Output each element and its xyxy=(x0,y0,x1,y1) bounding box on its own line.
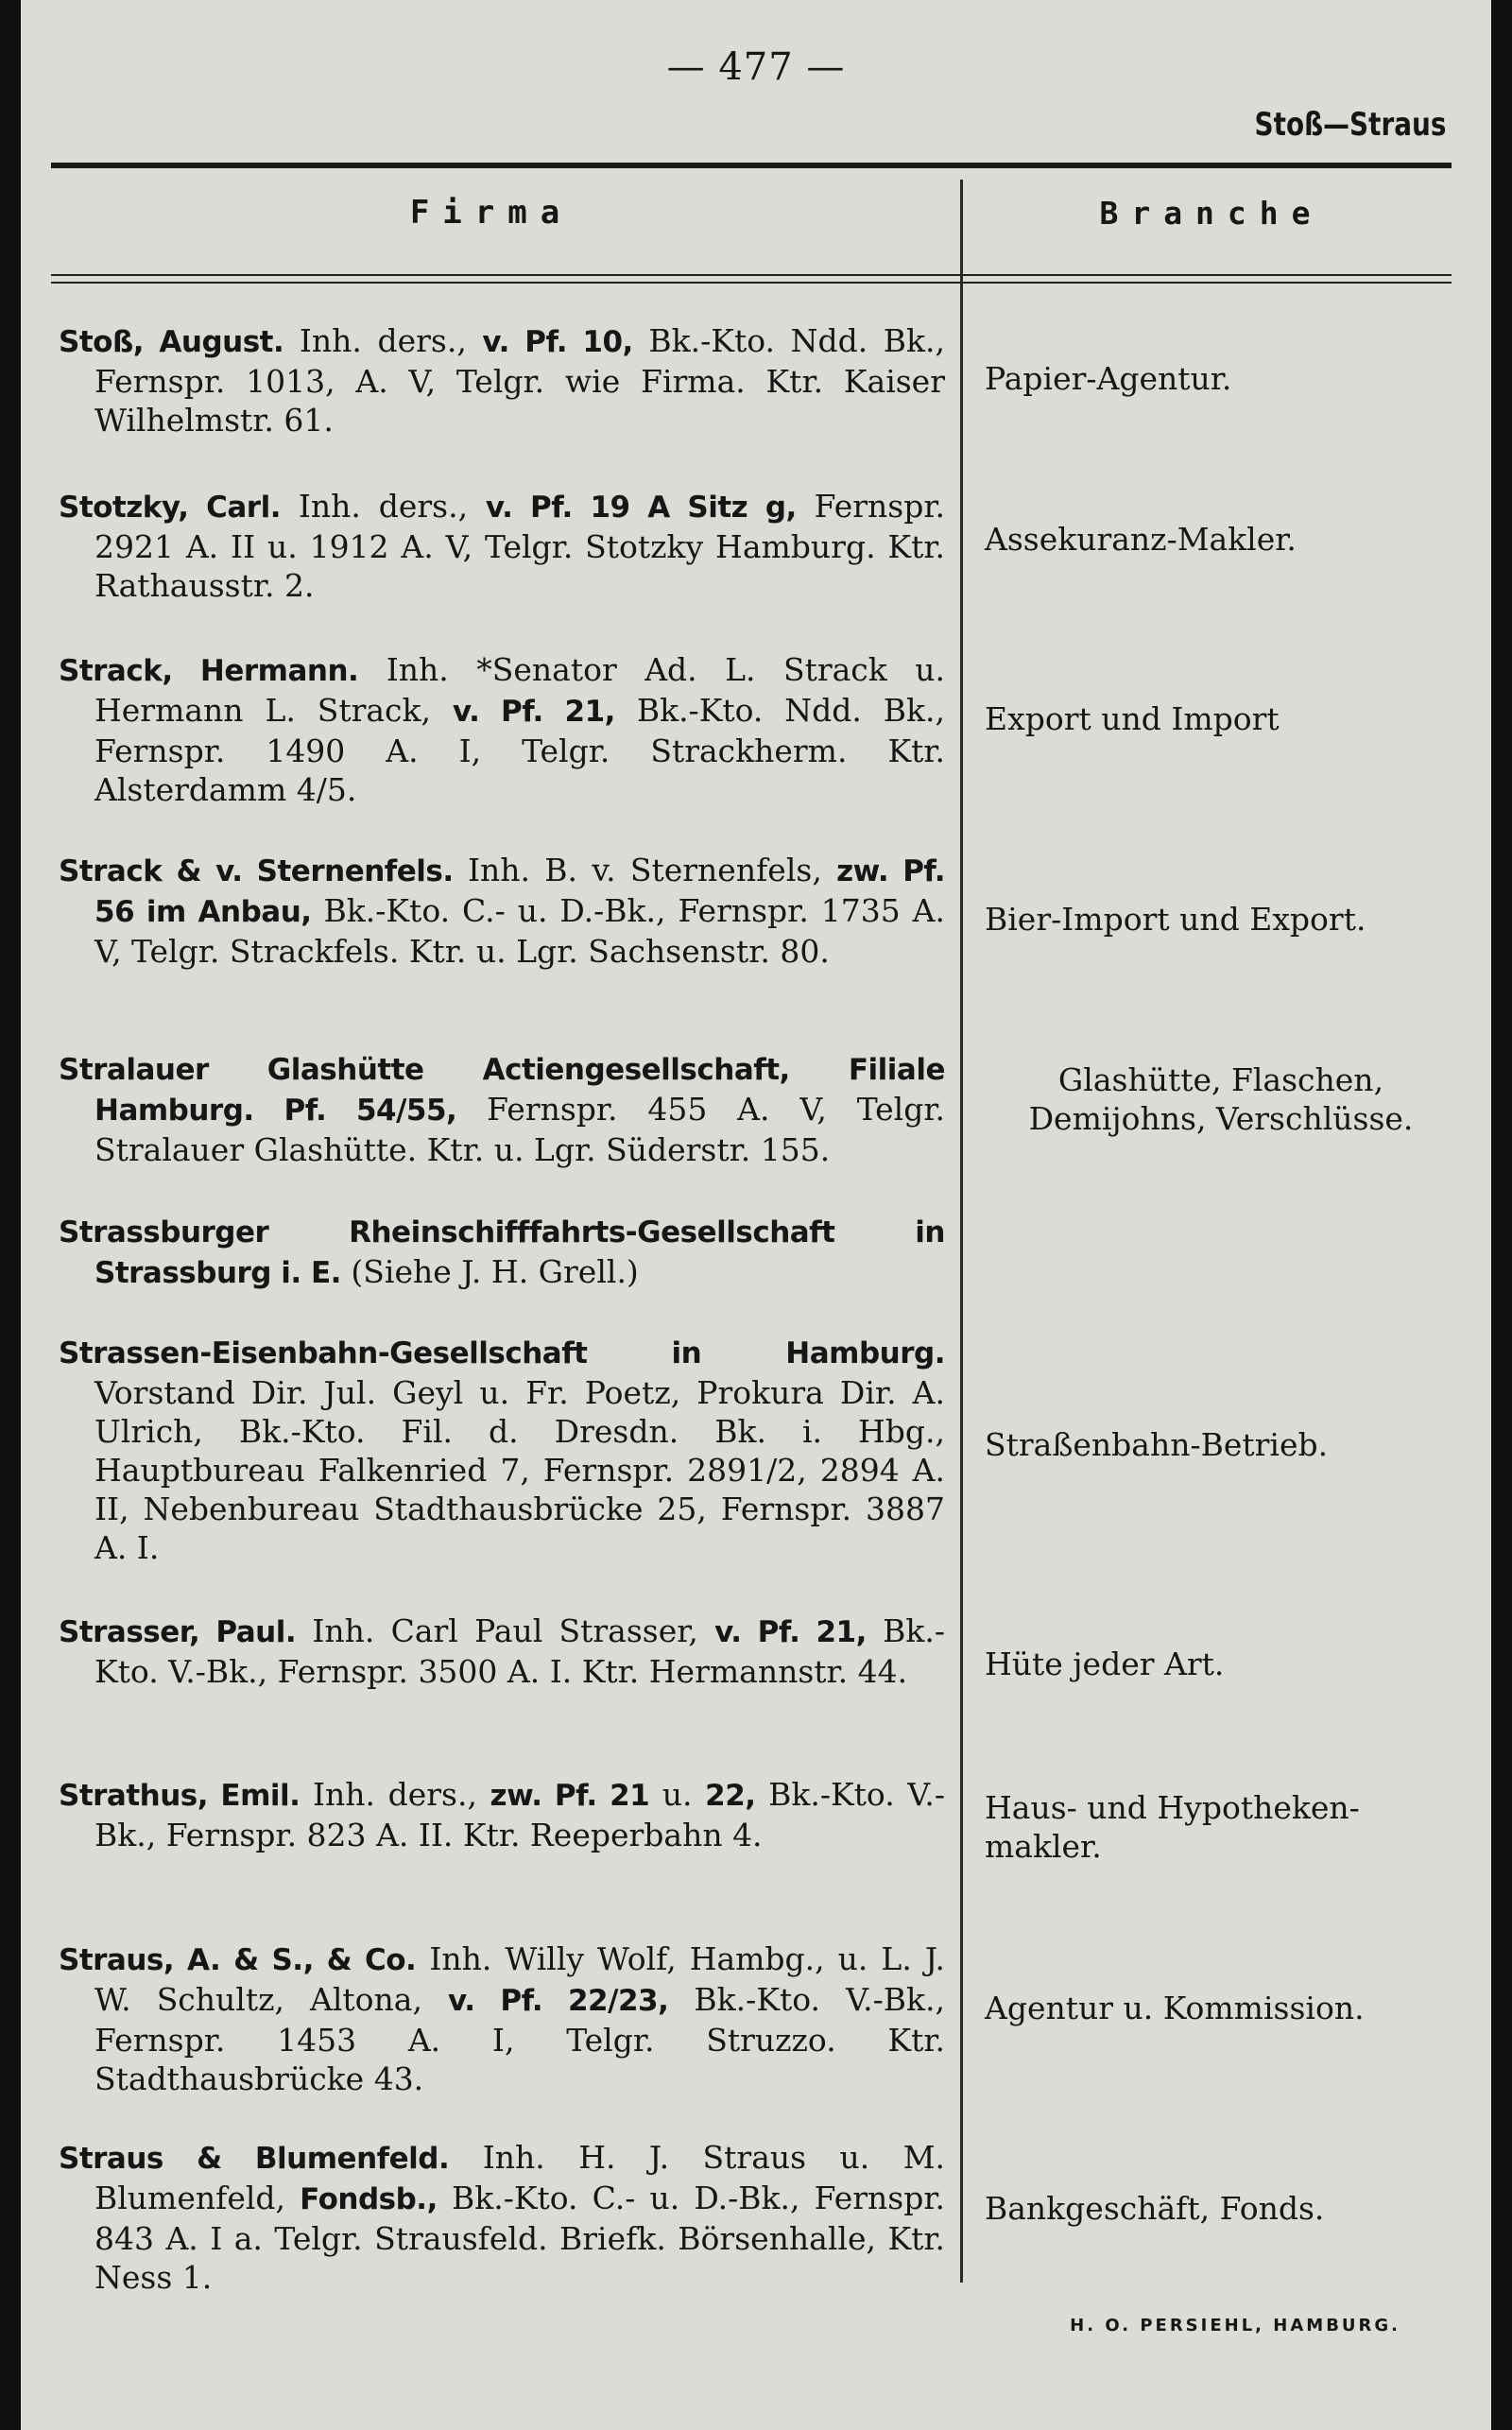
firm-name: Strasser, Paul. xyxy=(59,1615,297,1649)
firm-text: Strasser, Paul. Inh. Carl Paul Strasser, v. Pf. 21, Bk.-Kto. V.-Bk., Fernspr. 3500 A. I. Ktr. Hermannstr. 44. xyxy=(59,1612,945,1690)
directory-entry xyxy=(59,1939,945,2098)
firm-name: Straus & Blumenfeld. xyxy=(59,2142,450,2176)
branche-text: Glashütte, Flaschen, Demijohns, Verschlüsse. xyxy=(1028,1061,1414,1137)
directory-entry xyxy=(59,851,945,971)
directory-entry xyxy=(59,1049,945,1169)
directory-entry xyxy=(59,1775,945,1854)
directory-entry xyxy=(59,321,945,439)
directory-entry xyxy=(59,2138,945,2297)
page-number: — 477 — xyxy=(666,45,846,89)
printer-imprint: H. O. PERSIEHL, HAMBURG. xyxy=(1070,2316,1400,2335)
branche-text: Straßenbahn-Betrieb. xyxy=(985,1426,1329,1463)
branche-text: Export und Import xyxy=(985,700,1280,737)
directory-entry xyxy=(59,650,945,809)
firm-text: Stralauer Glashütte Actiengesellschaft, Filiale Hamburg. Pf. 54/55, Fernspr. 455 A. V, Telgr. Stralauer Glashütte. Ktr. u. Lgr. Süderstr. 155. xyxy=(59,1053,945,1168)
firm-text: Strack & v. Sternenfels. Inh. B. v. Sternenfels, zw. Pf. 56 im Anbau, Bk.-Kto. C.- u. D.-Bk., Fernspr. 1735 A. V, Telgr. Strackfels. Ktr. u. Lgr. Sachsenstr. 80. xyxy=(59,852,946,970)
firm-name: Strack & v. Sternenfels. xyxy=(59,854,454,888)
firm-text: Strathus, Emil. Inh. ders., zw. Pf. 21 u. 22, Bk.-Kto. V.-Bk., Fernspr. 823 A. II. Ktr. Reeperbahn 4. xyxy=(59,1776,945,1853)
firm-name: Straus, A. & S., & Co. xyxy=(59,1943,417,1977)
firm-name: Stralauer Glashütte Actiengesellschaft, Filiale Hamburg. xyxy=(59,1053,945,1128)
firm-text: Straus, A. & S., & Co. Inh. Willy Wolf, Hambg., u. L. J. W. Schultz, Altona, v. Pf. 22/23, Bk.-Kto. V.-Bk., Fernspr. 1453 A. I, Telgr. Struzzo. Ktr. Stadthausbrücke 43. xyxy=(59,1940,945,2097)
branche-text: Bankgeschäft, Fonds. xyxy=(985,2190,1325,2227)
directory-entry xyxy=(59,1333,945,1569)
column-header-branche: Branche xyxy=(1099,195,1324,232)
column-divider xyxy=(960,180,963,2283)
branche-text: Hüte jeder Art. xyxy=(985,1646,1225,1682)
firm-name: Strathus, Emil. xyxy=(59,1779,301,1813)
directory-entry xyxy=(59,1212,945,1293)
branche-text: Agentur u. Kommission. xyxy=(985,1990,1365,2026)
firm-text: Strassen-Eisenbahn-Gesellschaft in Hamburg. Vorstand Dir. Jul. Geyl u. Fr. Poetz, Prokura Dir. A. Ulrich, Bk.-Kto. Fil. d. Dresdn. Bk. i. Hbg., Hauptbureau Falkenried 7, Fernspr. 2891/2, 2894 A. II, Nebenbureau Stadthausbrücke 25, Fernspr. 3887 A. I. xyxy=(59,1336,945,1566)
firm-text: Stoß, August. Inh. ders., v. Pf. 10, Bk.-Kto. Ndd. Bk., Fernspr. 1013, A. V, Telgr. wie Firma. Ktr. Kaiser Wilhelmstr. 61. xyxy=(59,322,946,439)
firm-name: Stoß, August. xyxy=(59,325,284,359)
directory-entry xyxy=(59,1611,945,1691)
directory-entry xyxy=(59,487,945,605)
branche-text: Assekuranz-Makler. xyxy=(985,521,1297,558)
header-rule-2 xyxy=(51,282,1452,284)
branche-text: Bier-Import und Export. xyxy=(985,901,1366,938)
directory-page xyxy=(21,0,1491,2430)
branche-text: Haus- und Hypotheken-makler. xyxy=(985,1789,1360,1865)
firm-text: Strack, Hermann. Inh. *Senator Ad. L. Strack u. Hermann L. Strack, v. Pf. 21, Bk.-Kto. Ndd. Bk., Fernspr. 1490 A. I, Telgr. Strackherm. Ktr. Alsterdamm 4/5. xyxy=(59,651,946,808)
firm-name: Stotzky, Carl. xyxy=(59,491,282,525)
firm-text: Stotzky, Carl. Inh. ders., v. Pf. 19 A Sitz g, Fernspr. 2921 A. II u. 1912 A. V, Telgr. Stotzky Hamburg. Ktr. Rathausstr. 2. xyxy=(59,488,946,604)
branche-text: Papier-Agentur. xyxy=(985,360,1232,397)
firm-text: Straus & Blumenfeld. Inh. H. J. Straus u. M. Blumenfeld, Fondsb., Bk.-Kto. C.- u. D.-Bk., Fernspr. 843 A. I a. Telgr. Strausfeld. Briefk. Börsenhalle, Ktr. Ness 1. xyxy=(59,2139,945,2296)
firm-name: Strassburger Rheinschifffahrts-Gesellschaft in Strassburg i. E. xyxy=(59,1215,945,1290)
firm-name: Strassen-Eisenbahn-Gesellschaft in Hamburg. xyxy=(59,1336,945,1370)
top-rule xyxy=(51,163,1452,168)
header-rule-1 xyxy=(51,274,1452,276)
firm-text: Strassburger Rheinschifffahrts-Gesellschaft in Strassburg i. E. (Siehe J. H. Grell.) xyxy=(59,1215,945,1290)
column-header-firma: Firma xyxy=(409,194,574,232)
firm-name: Strack, Hermann. xyxy=(59,654,359,688)
running-head: Stoß—Straus xyxy=(1254,106,1446,144)
